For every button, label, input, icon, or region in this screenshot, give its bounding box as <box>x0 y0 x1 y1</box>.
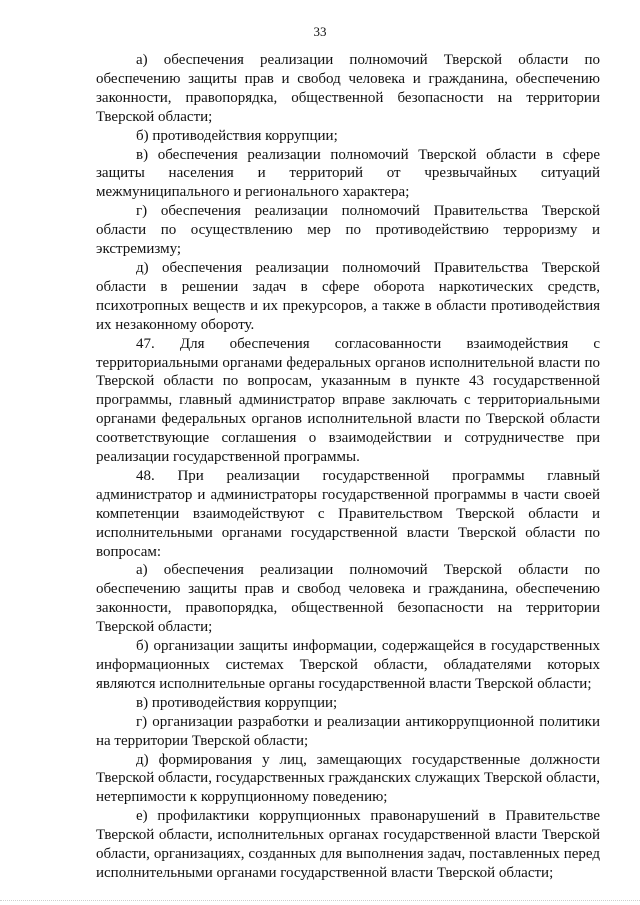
paragraph-48-v: в) противодействия коррупции; <box>136 694 338 711</box>
paragraph-48-g: г) организации разработки и реализации антикоррупционной политики на территории Тверской области; <box>96 713 600 749</box>
paragraph-48-d: д) формирования у лиц, замещающих государственные должности Тверской области, государственных гражданских служащих Тверской области, нетерпимости к коррупционному поведению; <box>96 751 600 806</box>
paragraph-3-v: в) обеспечения реализации полномочий Тверской области в сфере защиты населения и территорий от чрезвычайных ситуаций межмуниципального и регионального характера; <box>96 146 600 201</box>
paragraph-3-b: б) противодействия коррупции; <box>136 127 338 144</box>
paragraph-3-d: д) обеспечения реализации полномочий Правительства Тверской области в решении задач в сфере оборота наркотических средств, психотропных веществ и их прекурсоров, а также в области противодействия их незаконному обороту. <box>96 259 600 333</box>
paragraph-48: 48. При реализации государственной программы главный администратор и администраторы государственной программы в части своей компетенции взаимодействуют с Правительством Тверской области и исполнительными органами государственной власти Тверской области по вопросам: <box>96 467 600 560</box>
paragraph-3-a: а) обеспечения реализации полномочий Тверской области по обеспечению защиты прав и свобод человека и гражданина, обеспечению законности, правопорядка, общественной безопасности на территории Тверской области; <box>96 52 600 125</box>
paragraph-3-g: г) обеспечения реализации полномочий Правительства Тверской области по осуществлению мер по противодействию терроризму и экстремизму; <box>96 203 600 258</box>
scan-edge-divider <box>0 900 640 903</box>
paragraph-48-b: б) организации защиты информации, содержащейся в государственных информационных системах Тверской области, обладателями которых являются исполнительные органы государственной власти Тверской области; <box>96 638 600 692</box>
paragraph-48-e: е) профилактики коррупционных правонарушений в Правительстве Тверской области, исполнительных органах государственной власти Тверской области, организациях, созданных для выполнения задач, поставленных перед исполнительными органами государственной власти Тверской области; <box>96 808 600 881</box>
paragraph-48-a: а) обеспечения реализации полномочий Тверской области по обеспечению защиты прав и свобод человека и гражданина, обеспечению законности, правопорядка, общественной безопасности на территории Тверской области; <box>96 562 600 636</box>
document-body <box>96 51 600 883</box>
paragraph-47: 47. Для обеспечения согласованности взаимодействия с территориальными органами федеральных органов исполнительной власти по Тверской области по вопросам, указанным в пункте 43 государственной программы, главный администратор вправе заключать с территориальными органами федеральных органов исполнительной власти по Тверской области соответствующие соглашения о взаимодействии и сотрудничестве при реализации государственной программы. <box>96 335 600 466</box>
page-number: 33 <box>313 24 327 39</box>
